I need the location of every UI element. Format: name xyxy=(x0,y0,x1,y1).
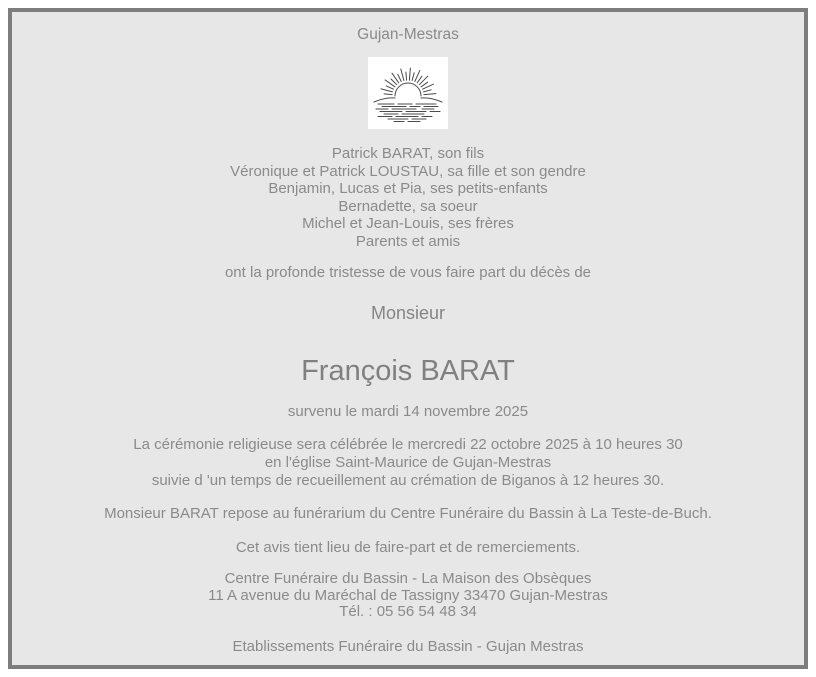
death-date: survenu le mardi 14 novembre 2025 xyxy=(287,403,529,420)
funeral-home-line: Tél. : 05 56 54 48 34 xyxy=(339,603,477,620)
ceremony-line: suivie d 'un temps de recueillement au crémation de Biganos à 12 heures 30. xyxy=(151,472,665,489)
ceremony-line: La cérémonie religieuse sera célébrée le mercredi 22 octobre 2025 à 10 heures 30 xyxy=(133,436,683,453)
funeral-home-block xyxy=(12,571,804,621)
family-line: Véronique et Patrick LOUSTAU, sa fille et son gendre xyxy=(230,162,586,180)
deceased-name: François BARAT xyxy=(301,355,515,387)
sunrise-logo xyxy=(368,57,448,129)
footer-line: Etablissements Funéraire du Bassin - Gujan Mestras xyxy=(232,637,584,655)
family-line: Michel et Jean-Louis, ses frères xyxy=(302,215,514,232)
ceremony-details xyxy=(12,436,804,490)
funeral-home-line: 11 A avenue du Maréchal de Tassigny 33470 Gujan-Mestras xyxy=(208,586,608,604)
repose-line: Monsieur BARAT repose au funérarium du Centre Funéraire du Bassin à La Teste-de-Buch. xyxy=(104,505,712,522)
city-heading: Gujan-Mestras xyxy=(357,26,459,43)
funeral-home-line: Centre Funéraire du Bassin - La Maison des Obsèques xyxy=(224,570,592,587)
family-line: Bernadette, sa soeur xyxy=(338,197,478,215)
family-line: Parents et amis xyxy=(355,232,461,250)
family-list xyxy=(12,145,804,250)
obituary-sheet xyxy=(8,8,808,669)
civility: Monsieur xyxy=(370,303,446,323)
notice-line: Cet avis tient lieu de faire-part et de remerciements. xyxy=(235,539,581,556)
family-line: Benjamin, Lucas et Pia, ses petits-enfants xyxy=(268,180,548,197)
family-line: Patrick BARAT, son fils xyxy=(331,145,485,162)
announcement-line: ont la profonde tristesse de vous faire part du décès de xyxy=(224,264,592,281)
ceremony-line: en l'église Saint-Maurice de Gujan-Mestras xyxy=(264,454,552,471)
